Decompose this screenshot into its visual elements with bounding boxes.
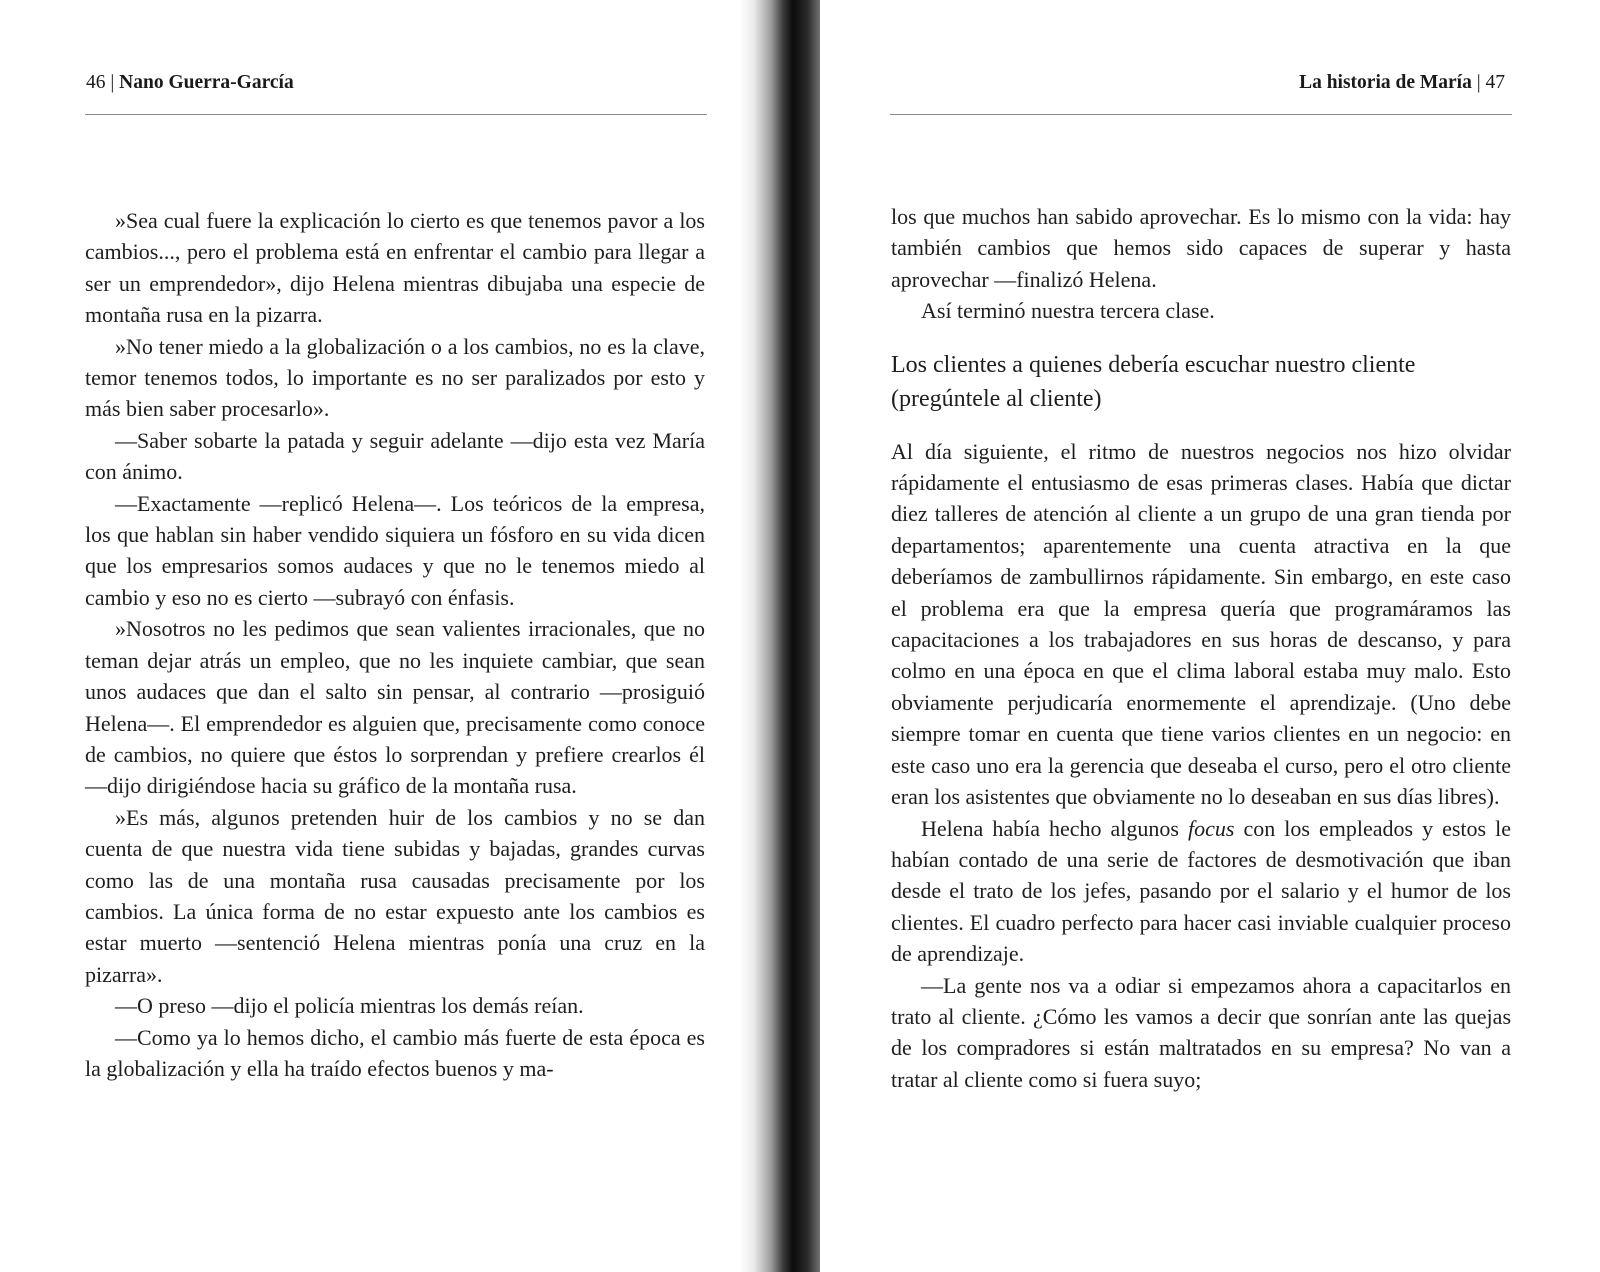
left-page [0, 0, 780, 1272]
paragraph: »Sea cual fuere la explicación lo cierto es que tenemos pavor a los cambios..., pero el problema está en enfrentar el cambio para llegar a ser un emprendedor», dijo Helena mientras dibujaba una especie de montaña rusa en la pizarra. [85, 208, 705, 328]
right-header-title: La historia de María [1299, 72, 1472, 93]
right-page-number: 47 [1485, 72, 1505, 93]
left-body-text [85, 205, 705, 1084]
left-header-separator: | [105, 72, 120, 93]
paragraph: »Es más, algunos pretenden huir de los cambios y no se dan cuenta de que nuestra vida tiene subidas y bajadas, grandes curvas como las de una montaña rusa causadas precisamente por los cambios. La única forma de no estar expuesto ante los cambios es estar muerto —sentenció Helena mientras ponía una cruz en la pizarra». [85, 804, 705, 987]
right-running-header [1299, 72, 1505, 94]
closing-line: Así terminó nuestra tercera clase. [921, 298, 1215, 324]
section-paragraph: Al día siguiente, el ritmo de nuestros negocios nos hizo olvidar rápidamente el entusiasmo de esas primeras clases. Había que dictar diez talleres de atención al cliente a un grupo de una gran tienda por departamentos; aparentemente una cuenta atractiva en la que deberíamos de zambullirnos rápidamente. Sin embargo, en este caso el problema era que la empresa quería que programáramos las capacitaciones a los trabajadores en sus horas de descanso, y para colmo en una época en que el clima laboral estaba muy malo. Esto obviamente perjudicaría enormemente el aprendizaje. (Uno debe siempre tomar en cuenta que tiene varios clientes en un negocio: en este caso uno era la gerencia que deseaba el curso, pero el otro cliente eran los asistentes que obviamente no lo deseaban en sus días libres). [891, 438, 1511, 810]
section-heading: Los clientes a quienes debería escuchar nuestro cliente (pregúntele al cliente) [891, 351, 1416, 412]
focus-paragraph-start: Helena había hecho algunos [921, 815, 1188, 841]
focus-paragraph-end: con los empleados y estos le habían contado de una serie de factores de desmotivación que iban desde el trato de los jefes, pasando por el salario y el humor de los clientes. El cuadro perfecto para hacer casi inviable cualquier proceso de aprendizaje. [891, 815, 1511, 967]
left-header-rule [85, 114, 707, 115]
right-header-rule [890, 114, 1512, 115]
paragraph: —O preso —dijo el policía mientras los demás reían. [115, 993, 584, 1019]
left-header-author: Nano Guerra-García [119, 72, 294, 93]
italic-word-focus: focus [1188, 815, 1235, 841]
left-running-header [86, 72, 294, 94]
right-header-separator: | [1471, 72, 1486, 93]
continuation-paragraph: los que muchos han sabido aprovechar. Es lo mismo con la vida: hay también cambios que hemos sido capaces de superar y hasta aprovechar —finalizó Helena. [891, 204, 1511, 292]
paragraph: —Exactamente —replicó Helena—. Los teóricos de la empresa, los que hablan sin haber vendido siquiera un fósforo en su vida dicen que los empresarios somos audaces y que no le tenemos miedo al cambio y eso no es cierto —subrayó con énfasis. [85, 490, 705, 610]
left-page-number: 46 [86, 72, 106, 93]
paragraph: »Nosotros no les pedimos que sean valientes irracionales, que no teman dejar atrás un empleo, que no les inquiete cambiar, que sean unos audaces que dan el salto sin pensar, al contrario —prosiguió Helena—. El emprendedor es alguien que, precisamente como conoce de cambios, no quiere que éstos lo sorprendan y prefiere crearlos él —dijo dirigiéndose hacia su gráfico de la montaña rusa. [85, 616, 705, 799]
right-body-text [891, 201, 1511, 1095]
section-paragraph: —La gente nos va a odiar si empezamos ahora a capacitarlos en trato al cliente. ¿Cómo les vamos a decir que sonrían ante las quejas de los compradores si están maltratados en su empresa? No van a tratar al cliente como si fuera suyo; [891, 972, 1511, 1092]
paragraph: —Como ya lo hemos dicho, el cambio más fuerte de esta época es la globalización y ella ha traído efectos buenos y ma- [85, 1024, 705, 1081]
paragraph: »No tener miedo a la globalización o a los cambios, no es la clave, temor tenemos todos, lo importante es no ser paralizados por esto y más bien saber procesarlo». [85, 333, 705, 422]
paragraph: —Saber sobarte la patada y seguir adelante —dijo esta vez María con ánimo. [85, 427, 705, 485]
right-page [820, 0, 1600, 1272]
section-paragraph [891, 813, 1511, 970]
